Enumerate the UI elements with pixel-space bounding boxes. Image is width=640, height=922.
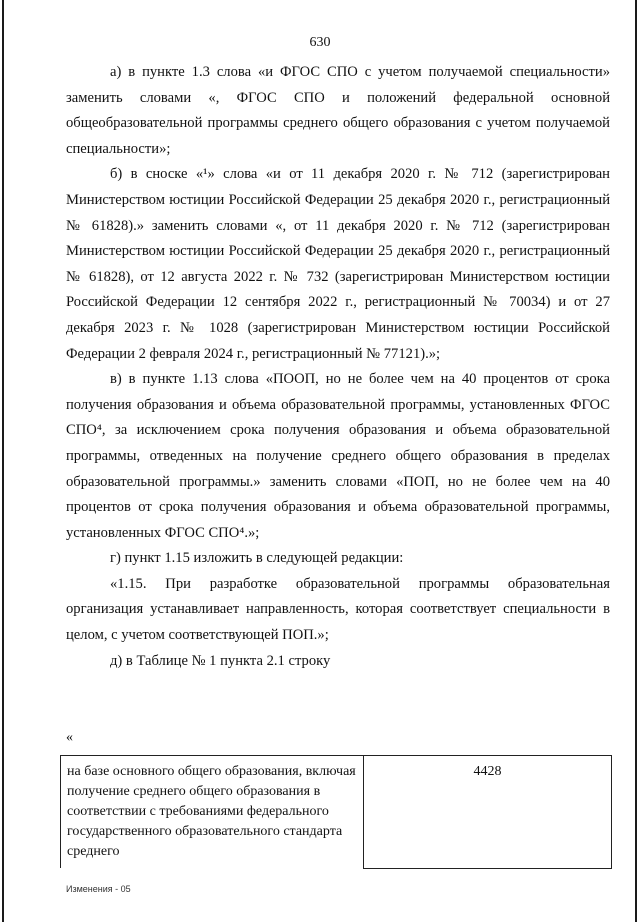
footer-note: Изменения - 05 bbox=[66, 884, 131, 894]
paragraph-a: а) в пункте 1.3 слова «и ФГОС СПО с учетом получаемой специальности» заменить словами «, ФГОС СПО и положений федеральной основной общеобразовательной программы среднего общего образования с учетом получаемой специальности»; bbox=[66, 64, 610, 157]
table-row bbox=[61, 756, 612, 869]
paragraph-v: в) в пункте 1.13 слова «ПООП, но не более чем на 40 процентов от срока получения образования и объема образовательной программы, установленных ФГОС СПО⁴, за исключением срока получения образования и объема образовательной программы, отведенных на получение среднего общего образования в пределах образовательной программы.» заменить словами «ПОП, но не более чем на 40 процентов от срока получения образования и объема образовательной программы, установленных ФГОС СПО⁴.»; bbox=[66, 371, 610, 541]
table-cell-value: 4428 bbox=[364, 756, 612, 869]
scan-border-left bbox=[2, 0, 4, 922]
paragraph-g: г) пункт 1.15 изложить в следующей редакции: bbox=[110, 550, 404, 567]
paragraph-d: д) в Таблице № 1 пункта 2.1 строку bbox=[110, 652, 331, 669]
scan-border-right bbox=[635, 0, 637, 922]
table-cell-description: на базе основного общего образования, включая получение среднего общего образования в соответствии с требованиями федерального государственного образовательного стандарта среднего bbox=[61, 756, 364, 869]
opening-quote: « bbox=[66, 730, 73, 745]
document-body bbox=[66, 60, 610, 674]
paragraph-1-15: «1.15. При разработке образовательной программы образовательная организация устанавливает направленность, которая соответствует специальности в целом, с учетом соответствующей ПОП.»; bbox=[66, 575, 610, 644]
page-number: 630 bbox=[309, 35, 331, 50]
paragraph-b: б) в сноске «¹» слова «и от 11 декабря 2020 г. № 712 (зарегистрирован Министерством юстиции Российской Федерации 25 декабря 2020 г., регистрационный № 61828).» заменить словами «, от 11 декабря 2020 г. № 712 (зарегистрирован Министерством юстиции Российской Федерации 25 декабря 2020 г., регистрационный № 61828), от 12 августа 2022 г. № 732 (зарегистрирован Министерством юстиции Российской Федерации 12 сентября 2022 г., регистрационный № 70034) и от 27 декабря 2023 г. № 1028 (зарегистрирован Министерством юстиции Российской Федерации 2 февраля 2024 г., регистрационный № 77121).»; bbox=[66, 166, 610, 362]
amendment-table bbox=[60, 755, 612, 869]
